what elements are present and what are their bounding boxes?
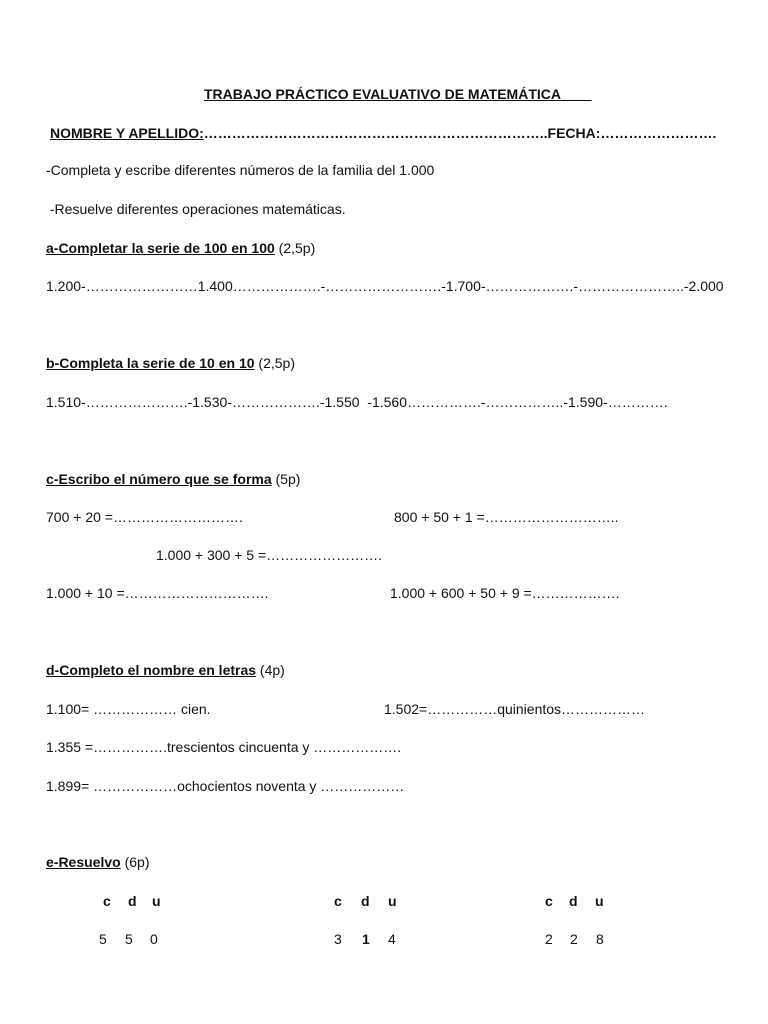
section-b-series: 1.510-………………….-1.530-……………….-1.550 -1.560…………….-……………..-1.590-…………. xyxy=(46,394,668,410)
name-dots: ……………………………………………………………….. xyxy=(203,125,548,141)
page-title xyxy=(204,85,592,103)
col2-header-d: d xyxy=(361,893,370,909)
title-underline-pad xyxy=(560,86,591,102)
col2-digit-c: 3 xyxy=(334,931,342,947)
col1-header-u: u xyxy=(152,893,161,909)
section-a-points: (2,5p) xyxy=(274,240,316,256)
col2-digit-d: 1 xyxy=(362,931,370,947)
section-a-heading xyxy=(46,239,315,257)
section-c-q4: 1.000 + 10 =…………………………. xyxy=(46,585,269,601)
name-date-line xyxy=(50,124,716,142)
col3-digit-d: 2 xyxy=(570,931,578,947)
col2-digit-u: 4 xyxy=(388,931,396,947)
section-d-points: (4p) xyxy=(256,662,285,678)
section-d-q2: 1.502=……………quinientos……………… xyxy=(384,701,646,717)
col1-digit-d: 5 xyxy=(125,931,133,947)
section-e-title: e-Resuelvo xyxy=(46,854,121,870)
col3-digit-c: 2 xyxy=(545,931,553,947)
section-c-q2: 800 + 50 + 1 =……………………….. xyxy=(394,509,619,525)
section-e-heading xyxy=(46,853,150,871)
section-c-heading xyxy=(46,470,300,488)
section-b-heading xyxy=(46,354,295,372)
instruction-1: -Completa y escribe diferentes números de la familia del 1.000 xyxy=(46,162,435,178)
section-c-q1: 700 + 20 =………………………. xyxy=(46,509,243,525)
instruction-2: -Resuelve diferentes operaciones matemáticas. xyxy=(46,201,346,217)
title-text: TRABAJO PRÁCTICO EVALUATIVO DE MATEMÁTICA xyxy=(204,86,561,102)
col1-header-c: c xyxy=(103,893,111,909)
date-dots: ……………………. xyxy=(600,125,717,141)
col3-digit-u: 8 xyxy=(596,931,604,947)
section-c-q5: 1.000 + 600 + 50 + 9 =………………. xyxy=(390,585,620,601)
col1-digit-u: 0 xyxy=(150,931,158,947)
date-label: FECHA: xyxy=(547,125,601,141)
section-e-points: (6p) xyxy=(120,854,150,870)
section-b-points: (2,5p) xyxy=(254,355,295,371)
section-b-title: b-Completa la serie de 10 en 10 xyxy=(46,355,255,371)
col2-header-c: c xyxy=(334,893,342,909)
col1-header-d: d xyxy=(128,893,137,909)
col3-header-u: u xyxy=(595,893,604,909)
section-a-title: a-Completar la serie de 100 en 100 xyxy=(46,240,275,256)
col3-header-d: d xyxy=(569,893,578,909)
col2-header-u: u xyxy=(388,893,397,909)
section-c-q3: 1.000 + 300 + 5 =……………………. xyxy=(156,547,383,563)
col3-header-c: c xyxy=(545,893,553,909)
section-d-q1: 1.100= ……………… cien. xyxy=(46,701,211,717)
section-d-q4: 1.899= ………………ochocientos noventa y ……………… xyxy=(46,778,405,794)
section-c-title: c-Escribo el número que se forma xyxy=(46,471,272,487)
section-a-series: 1.200-……………………1.400……………….-…………………….-1.700-……………….-…………………..-2.000 xyxy=(46,278,724,294)
section-d-title: d-Completo el nombre en letras xyxy=(46,662,257,678)
section-c-points: (5p) xyxy=(271,471,301,487)
section-d-heading xyxy=(46,661,285,679)
section-d-q3: 1.355 =…………….trescientos cincuenta y ………………. xyxy=(46,739,402,755)
name-label: NOMBRE Y APELLIDO: xyxy=(50,125,204,141)
col1-digit-c: 5 xyxy=(99,931,107,947)
